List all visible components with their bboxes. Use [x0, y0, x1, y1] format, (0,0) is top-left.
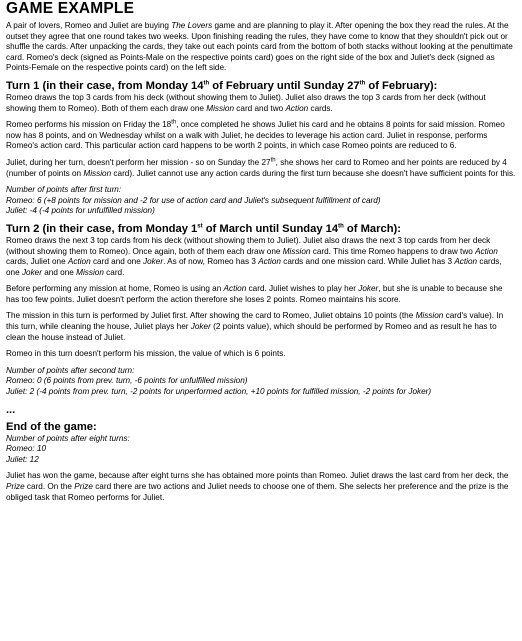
turn2-paragraph-3: The mission in this turn is performed by Juliet first. After showing the card to Romeo, Juliet obtains 10 points (the Mission card's value). In this turn, while cleaning the house, Juliet plays her Joker (2 points value), which should be performed by Romeo and as result he has to clean the house instead of Juliet. [6, 311, 504, 342]
turn2-summary-juliet: Juliet: 2 (-4 points from prev. turn, -2 points for unperformed action, +10 points for fulfilled mission, -2 points for Joker) [6, 387, 432, 397]
turn2-summary-title: Number of points after second turn: [6, 365, 135, 375]
turn1-paragraph-2: Romeo performs his mission on Friday the 18th, once completed he shows Juliet his card and he obtains 8 points for said mission. Romeo now has 8 points, and on Wednesday whilst on a walk with Juliet, he decides to leverage his action card. Juliet in response, performs Romeo's action card. This particular action card happens to be worth 2 points, in which case Romeo points are reduced to 6. [6, 119, 505, 151]
ellipsis-separator: ... [6, 403, 16, 416]
turn2-summary-romeo: Romeo: 0 (6 points from prev. turn, -6 points for unfulfilled mission) [6, 376, 248, 386]
end-summary-romeo: Romeo: 10 [6, 444, 47, 454]
turn1-summary-romeo: Romeo: 6 (+8 points for mission and -2 for use of action card and Juliet's subsequent fulfillment of card) [6, 195, 381, 205]
turn1-paragraph-1: Romeo draws the top 3 cards from his deck (without showing them to Juliet). Juliet also draws the top 3 cards from her deck (without showing them to Romeo). Both of them each draw one Mission card and two Action cards. [6, 92, 486, 113]
turn2-paragraph-4: Romeo in this turn doesn't perform his mission, the value of which is 6 points. [6, 349, 286, 359]
intro-text-2: game and are planning to play it. After opening the box they read the rules. At the outset they agree that one round takes two weeks. Upon finishing reading the rules, they have come to know that they shouldn't pick out or shuffle the cards. After unpacking the cards, they take out each points card from the bottom of both stacks without looking at the penultimate card. Romeo's deck (signed as Points-Male on the respective points card) goes on the right side of the box and Juliet's deck (signed as Points-Female on the respective points card) on the left side. [6, 21, 513, 73]
turn1-paragraph-3: Juliet, during her turn, doesn't perform her mission - so on Sunday the 27th, she shows her card to Romeo and her points are reduced by 4 (number of points on Mission card). Juliet cannot use any action cards during the first turn because she doesn't have sufficient points for this. [6, 157, 516, 178]
turn2-paragraph-1: Romeo draws the next 3 top cards from his deck (without showing them to Juliet). Juliet also draws the next 3 top cards from her deck (without showing them to Romeo). Once again, both of them each draw one Mission card. This time Romeo happens to draw two Action cards, Juliet one Action card and one Joker. As of now, Romeo has 3 Action cards and one mission card. While Juliet has 3 Action cards, one Joker and one Mission card. [6, 235, 502, 277]
intro-text-1: A pair of lovers, Romeo and Juliet are buying [6, 21, 172, 30]
page-title: GAME EXAMPLE [6, 0, 135, 17]
end-points-summary [6, 434, 516, 466]
game-name: The Lovers [171, 21, 213, 30]
end-paragraph: Juliet has won the game, because after eight turns she has obtained more points than Romeo. Juliet draws the last card from her deck, the Prize card. On the Prize card there are two actions and Juliet needs to choose one of them. She selects her preference and the prize is the obliged task that Romeo performs for Juliet. [6, 471, 509, 502]
turn2-heading: Turn 2 (in their case, from Monday 1st of March until Sunday 14th of March): [6, 222, 401, 235]
end-summary-title: Number of points after eight turns: [6, 433, 130, 443]
turn1-points-summary [6, 185, 516, 217]
turn1-summary-juliet: Juliet: -4 (-4 points for unfulfilled mission) [6, 206, 155, 216]
end-summary-juliet: Juliet: 12 [6, 454, 39, 464]
turn1-heading: Turn 1 (in their case, from Monday 14th of February until Sunday 27th of February): [6, 79, 438, 92]
turn2-points-summary [6, 366, 516, 398]
turn2-paragraph-2: Before performing any mission at home, Romeo is using an Action card. Juliet wishes to play her Joker, but she is unable to because she has too few points. Juliet doesn't perform the action therefore she loses 2 points. Romeo maintains his score. [6, 284, 503, 304]
turn1-summary-title: Number of points after first turn: [6, 185, 122, 195]
end-heading: End of the game: [6, 420, 97, 433]
intro-paragraph [6, 21, 516, 74]
